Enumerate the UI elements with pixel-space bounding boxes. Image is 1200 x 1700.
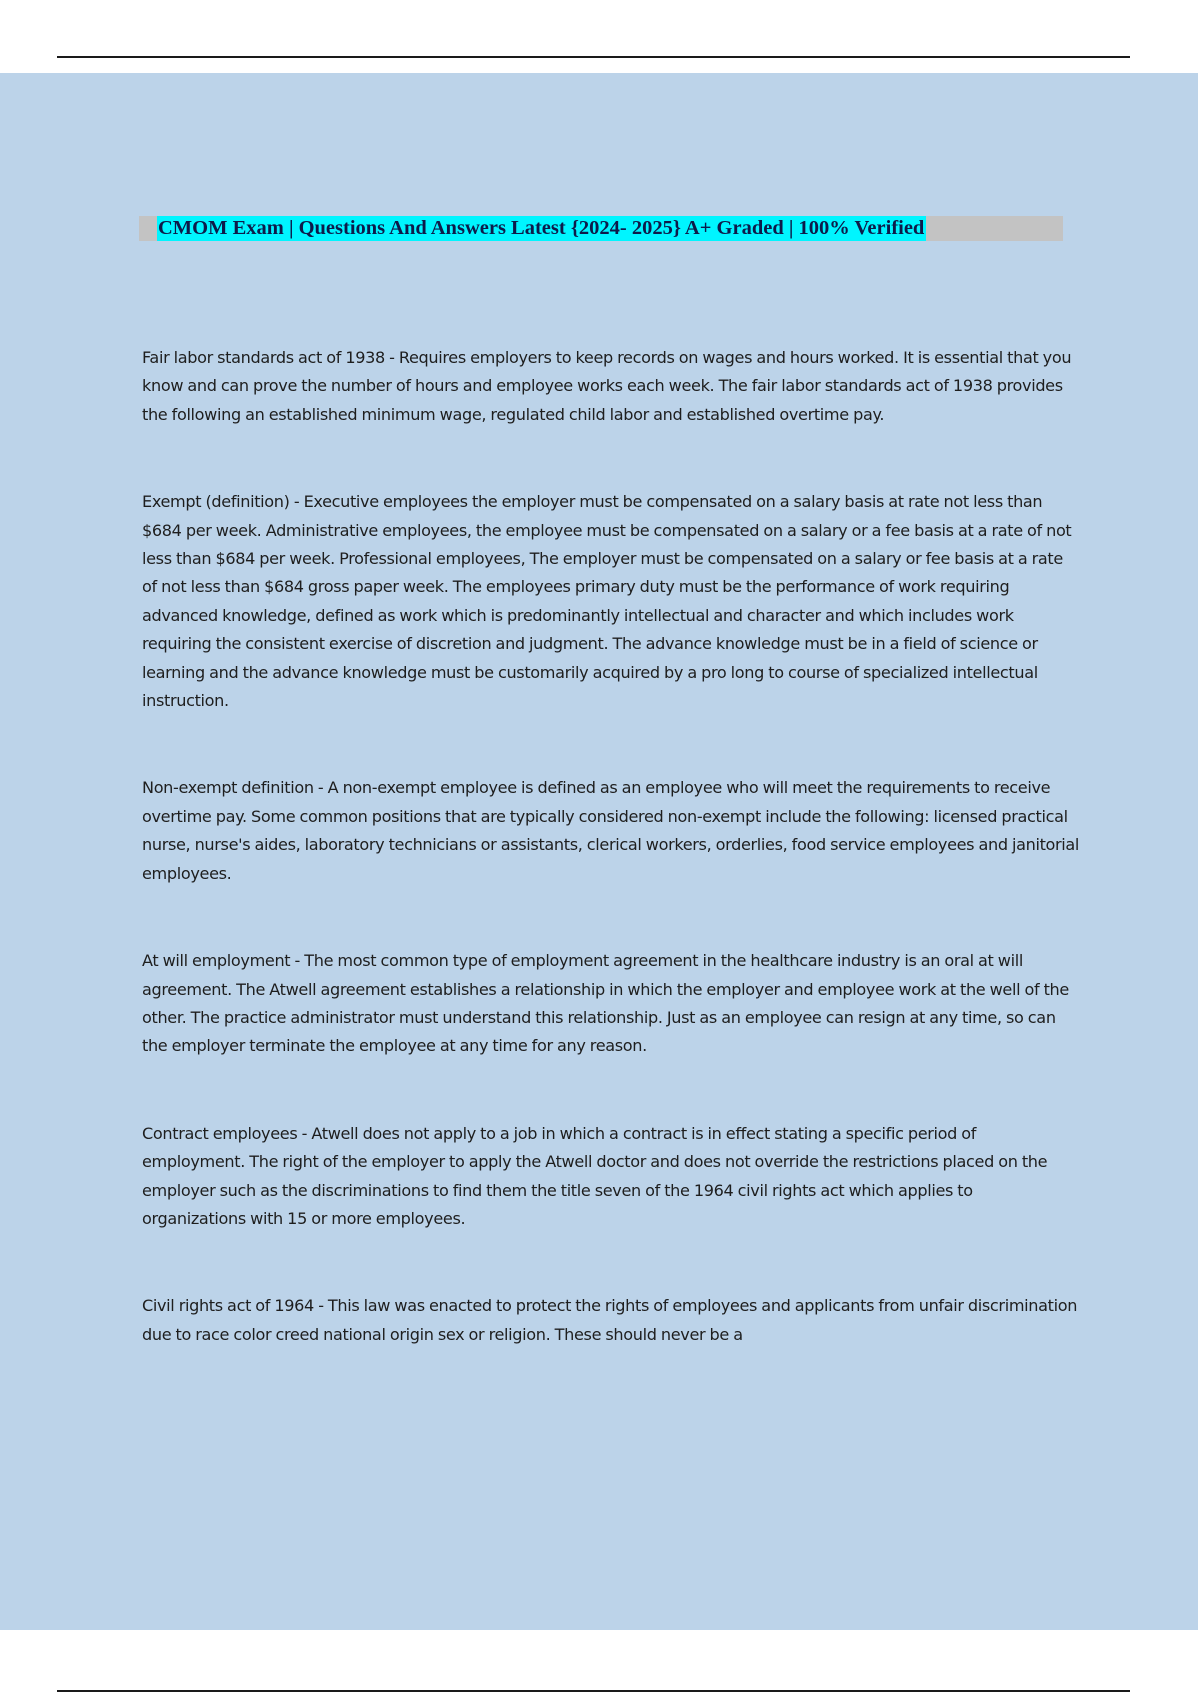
qa-entry-fair-labor-standards-act: Fair labor standards act of 1938 - Requires employers to keep records on wages and hours worked. It is essential that you know and can prove the number of hours and employee works each week. The fair labor standards act of 1938 provides the following an established minimum wage, regulated child labor and established overtime pay. [142, 348, 1072, 424]
document-title: CMOM Exam | Questions And Answers Latest {2024- 2025} A+ Graded | 100% Verified [158, 217, 925, 239]
qa-entry-civil-rights-act-1964: Civil rights act of 1964 - This law was enacted to protect the rights of employees and applicants from unfair discrimination due to race color creed national origin sex or religion. These should never be a [142, 1296, 1078, 1344]
qa-entry-non-exempt-definition: Non-exempt definition - A non-exempt employee is defined as an employee who will meet the requirements to receive overtime pay. Some common positions that are typically considered non-exempt include the following: licensed practical nurse, nurse's aides, laboratory technicians or assistants, clerical workers, orderlies, food service employees and janitorial employees. [142, 778, 1080, 883]
qa-entry-at-will-employment: At will employment - The most common type of employment agreement in the healthcare industry is an oral at will agreement. The Atwell agreement establishes a relationship in which the employer and employee work at the well of the other. The practice administrator must understand this relationship. Just as an employee can resign at any time, so can the employer terminate the employee at any time for any reason. [142, 951, 1069, 1056]
footer-rule [57, 1690, 1130, 1692]
qa-entry-contract-employees: Contract employees - Atwell does not apply to a job in which a contract is in effect stating a specific period of employment. The right of the employer to apply the Atwell doctor and does not override the restrictions placed on the employer such as the discriminations to find them the title seven of the 1964 civil rights act which applies to organizations with 15 or more employees. [142, 1123, 1048, 1228]
qa-entry-exempt-definition: Exempt (definition) - Executive employees the employer must be compensated on a salary basis at rate not less than $684 per week. Administrative employees, the employee must be compensated on a salary or a fee basis at a rate of not less than $684 per week. Professional employees, The employer must be compensated on a salary or fee basis at a rate of not less than $684 gross paper week. The employees primary duty must be the performance of work requiring advanced knowledge, defined as work which is predominantly intellectual and character and which includes work requiring the consistent exercise of discretion and judgment. The advance knowledge must be in a field of science or learning and the advance knowledge must be customarily acquired by a pro long to course of specialized intellectual instruction. [142, 492, 1072, 711]
header-rule [57, 56, 1130, 58]
document-body [142, 344, 1080, 1408]
